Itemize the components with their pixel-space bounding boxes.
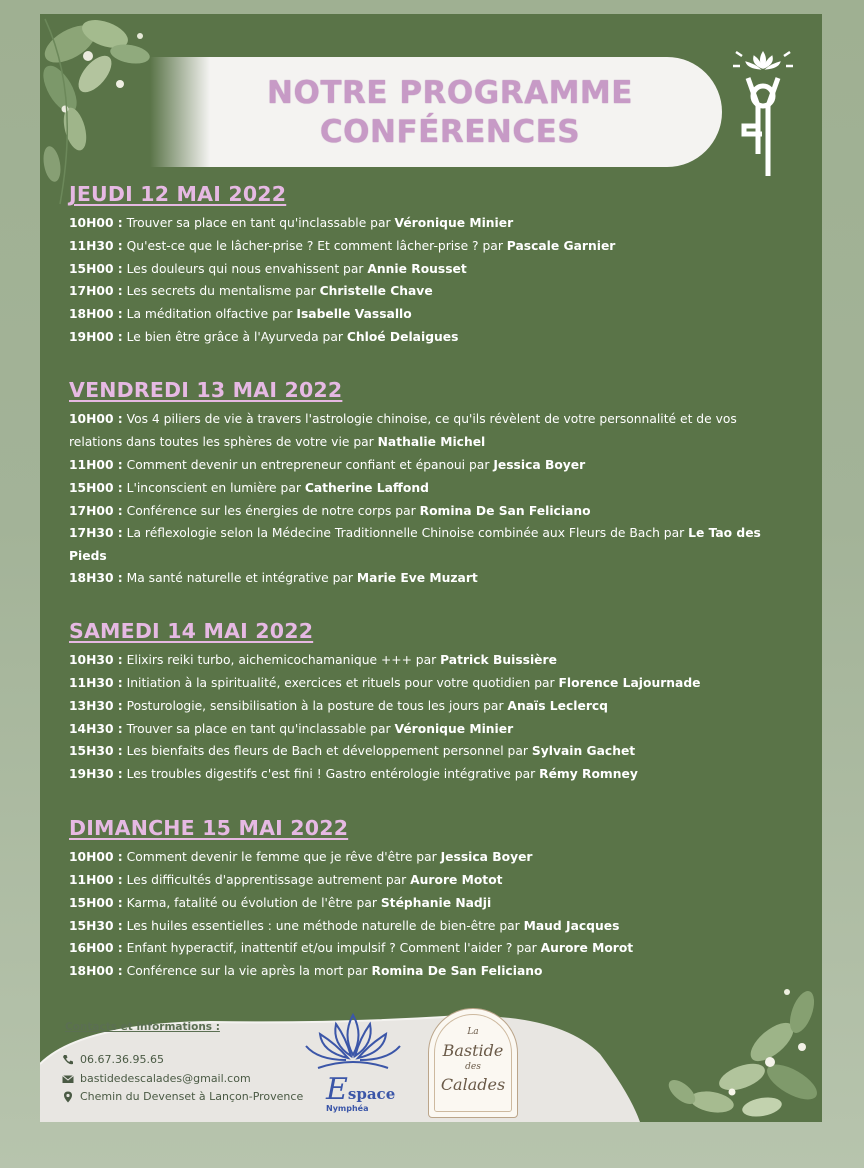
program-item: 15H00 : L'inconscient en lumière par Catherine Laffond <box>69 481 429 495</box>
bastide-des: des <box>465 1062 481 1072</box>
contacts-title: Contacts et informations : <box>65 1021 220 1033</box>
day-heading-2: VENDREDI 13 MAI 2022 <box>69 378 343 402</box>
bastide-word: Bastide <box>442 1041 504 1060</box>
program-item: 10H30 : Elixirs reiki turbo, aichemicochamanique +++ par Patrick Buissière <box>69 653 557 667</box>
program-item: 18H00 : La méditation olfactive par Isabelle Vassallo <box>69 307 412 321</box>
contact-email <box>62 1072 251 1085</box>
phone-icon <box>62 1054 74 1066</box>
program-item: 14H30 : Trouver sa place en tant qu'inclassable par Véronique Minier <box>69 722 514 736</box>
program-item: 15H00 : Karma, fatalité ou évolution de l'être par Stéphanie Nadji <box>69 896 492 910</box>
program-item: 16H00 : Enfant hyperactif, inattentif et/ou impulsif ? Comment l'aider ? par Aurore Morot <box>69 941 634 955</box>
program-item: 13H30 : Posturologie, sensibilisation à la posture de tous les jours par Anaïs Leclercq <box>69 699 608 713</box>
title-line-2: CONFÉRENCES <box>319 114 581 150</box>
foliage-bottom-right-decoration <box>652 952 822 1122</box>
poster <box>40 14 822 1122</box>
bastide-la: La <box>467 1027 479 1037</box>
title-line-1: NOTRE PROGRAMME <box>267 75 633 111</box>
lotus-icon <box>298 1010 408 1080</box>
contact-phone <box>62 1053 164 1066</box>
location-pin-icon <box>62 1091 74 1103</box>
phone-number: 06.67.36.95.65 <box>80 1053 164 1066</box>
program-item: 17H00 : Les secrets du mentalisme par Christelle Chave <box>69 284 433 298</box>
program-item: 10H00 : Comment devenir le femme que je rêve d'être par Jessica Boyer <box>69 850 533 864</box>
espace-wordmark: Espace <box>326 1072 396 1107</box>
program-item: 11H00 : Comment devenir un entrepreneur confiant et épanoui par Jessica Boyer <box>69 458 586 472</box>
day-heading-1: JEUDI 12 MAI 2022 <box>69 182 287 206</box>
day-heading-4: DIMANCHE 15 MAI 2022 <box>69 816 349 840</box>
program-item: 19H00 : Le bien être grâce à l'Ayurveda par Chloé Delaigues <box>69 330 459 344</box>
program-item: 10H00 : Trouver sa place en tant qu'inclassable par Véronique Minier <box>69 216 514 230</box>
program-item: 17H00 : Conférence sur les énergies de notre corps par Romina De San Feliciano <box>69 504 591 518</box>
program-item: 11H30 : Qu'est-ce que le lâcher-prise ? Et comment lâcher-prise ? par Pascale Garnier <box>69 239 616 253</box>
program-item: 19H30 : Les troubles digestifs c'est fini ! Gastro entérologie intégrative par Rémy Romney <box>69 767 638 781</box>
bastide-des-calades-logo <box>428 1008 518 1118</box>
program-item: 18H30 : Ma santé naturelle et intégrative par Marie Eve Muzart <box>69 571 478 585</box>
program-item: 11H30 : Initiation à la spiritualité, exercices et rituels pour votre quotidien par Florence Lajournade <box>69 676 701 690</box>
contact-address <box>62 1090 303 1103</box>
program-item: 17H30 : La réflexologie selon la Médecine Traditionnelle Chinoise combinée aux Fleurs de Bach par Le Tao des Pieds <box>69 526 761 563</box>
espace-nymphea-logo <box>298 1010 408 1116</box>
day-heading-3: SAMEDI 14 MAI 2022 <box>69 619 314 643</box>
program-item: 15H30 : Les bienfaits des fleurs de Bach et développement personnel par Sylvain Gachet <box>69 744 636 758</box>
program-item: 18H00 : Conférence sur la vie après la mort par Romina De San Feliciano <box>69 964 543 978</box>
bastide-calades: Calades <box>440 1075 506 1094</box>
program-item: 10H00 : Vos 4 piliers de vie à travers l'astrologie chinoise, ce qu'ils révèlent de votre personnalité et de vos relations dans toutes les sphères de votre vie par Nathalie Michel <box>69 412 737 449</box>
program-item: 11H00 : Les difficultés d'apprentissage autrement par Aurore Motot <box>69 873 503 887</box>
title-banner <box>210 57 722 167</box>
yoga-four-logo-icon <box>718 26 808 176</box>
envelope-icon <box>62 1073 74 1085</box>
nymphea-label: Nymphéa <box>326 1104 369 1113</box>
address: Chemin du Devenset à Lançon-Provence <box>80 1090 304 1103</box>
program-item: 15H00 : Les douleurs qui nous envahissent par Annie Rousset <box>69 262 467 276</box>
email-address: bastidedescalades@gmail.com <box>80 1072 251 1085</box>
program-item: 15H30 : Les huiles essentielles : une méthode naturelle de bien-être par Maud Jacques <box>69 919 620 933</box>
